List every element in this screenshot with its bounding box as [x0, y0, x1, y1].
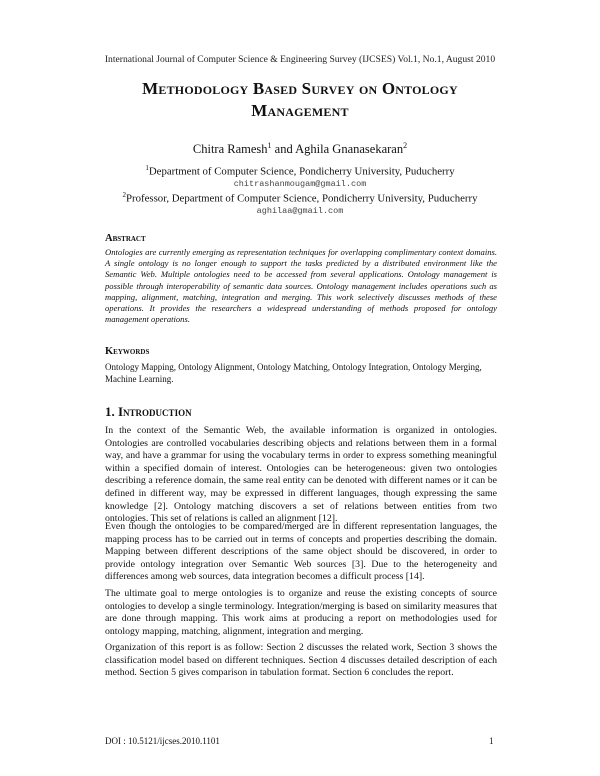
affiliation-1-text: Department of Computer Science, Pondicherry University, Puducherry — [148, 165, 455, 178]
paper-title — [70, 78, 530, 122]
title-line-1: Methodology Based Survey on Ontology — [142, 79, 458, 98]
affiliation-2 — [0, 191, 600, 205]
affiliation-1 — [0, 164, 600, 178]
intro-paragraph-1: In the context of the Semantic Web, the available information is organized in ontologies. Ontologies are controlled vocabularies describing objects and relations between them in a formal way, and have a grammar for using the vocabulary terms in order to express something meaningful within a specified domain of interest. Ontologies can be heterogeneous: given two ontologies describing a reference domain, the same real entity can be denoted with different names or it can be defined in different way, may be expressed in different languages, though expressing the same knowledge [2]. Ontology matching discovers a set of relations between entities from two ontologies. This set of relations is called an alignment [12]. — [105, 425, 497, 525]
page-number: 1 — [489, 736, 494, 746]
affiliation-1-email[interactable]: chitrashanmougam@gmail.com — [233, 179, 367, 189]
author-list — [0, 141, 600, 157]
author-1-sup: 1 — [267, 141, 272, 150]
introduction-heading: 1. Introduction — [105, 404, 192, 419]
affiliation-2-sup: 2 — [122, 191, 126, 199]
keywords-text: Ontology Mapping, Ontology Alignment, Ontology Matching, Ontology Integration, Ontology Merging, Machine Learning. — [105, 362, 482, 384]
keywords-heading: Keywords — [105, 346, 150, 357]
journal-header: International Journal of Computer Science & Engineering Survey (IJCSES) Vol.1, No.1, August 2010 — [104, 54, 496, 65]
affiliation-1-sup: 1 — [145, 164, 149, 172]
intro-paragraph-3: The ultimate goal to merge ontologies is to organize and reuse the existing concepts of source ontologies to develop a single terminology. Integration/merging is based on similarity measures that are done through mapping. This work aims at producing a report on methodologies used for ontology mapping, matching, alignment, integration and merging. — [105, 588, 497, 637]
affiliation-2-email[interactable]: aghilaa@gmail.com — [256, 206, 344, 216]
abstract-heading: Abstract — [105, 233, 146, 244]
affiliation-2-text: Professor, Department of Computer Science, Pondicherry University, Puducherry — [126, 192, 478, 205]
footer-doi: DOI : 10.5121/ijcses.2010.1101 — [105, 736, 220, 746]
author-2-sup: 2 — [403, 141, 408, 150]
author-connector: and — [271, 142, 296, 157]
author-1: Chitra Ramesh — [192, 142, 268, 157]
intro-paragraph-2: Even though the ontologies to be compared/merged are in different representation languages, the mapping process has to be carried out in terms of concepts and properties describing the domain. Mapping between different descriptions of the same object should be discovered, in order to provide ontology integration over Semantic Web sources [3]. Due to the heterogeneity and differences among web sources, data integration becomes a difficult process [14]. — [105, 521, 497, 583]
author-2: Aghila Gnanasekaran — [295, 142, 404, 157]
intro-paragraph-4: Organization of this report is as follow: Section 2 discusses the related work, Section 3 shows the classification model based on different techniques. Section 4 discusses detailed description of each method. Section 5 gives comparison in tabulation format. Section 6 concludes the report. — [105, 642, 497, 679]
abstract-text: Ontologies are currently emerging as representation techniques for overlapping complimentary context domains. A single ontology is no longer enough to support the tasks predicted by a distributed environment like the Semantic Web. Multiple ontologies need to be accessed from several applications. Ontology management is possible through interoperability of semantic data sources. Ontology management includes operations such as mapping, alignment, matching, integration and merging. This work selectively discusses methods of these operations. It provides the researchers a widespread understanding of methods proposed for ontology management operations. — [105, 247, 497, 325]
title-line-2: Management — [251, 101, 349, 120]
